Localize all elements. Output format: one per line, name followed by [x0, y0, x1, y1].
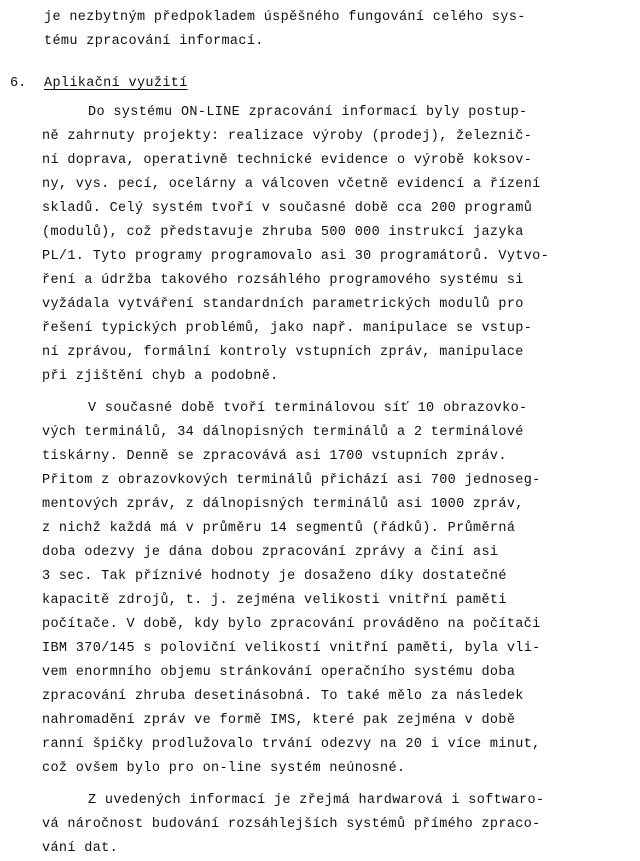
paragraph2-line-16: což ovšem bylo pro on-line systém neúnosné.	[42, 761, 406, 776]
paragraph2-line-15: ranní špičky prodlužovalo trvání odezvy na 20 i více minut,	[42, 737, 541, 752]
paragraph2-line-14: nahromadění zpráv ve formě IMS, které pak zejména v době	[42, 713, 516, 728]
paragraph2-line-4: Přitom z obrazovkových terminálů přichází asi 700 jednoseg-	[42, 473, 541, 488]
paragraph1-line-3: ní doprava, operativně technické evidence o výrobě koksov-	[42, 153, 533, 168]
paragraph1-line-7: PL/1. Tyto programy programovalo asi 30 programátorů. Vytvo-	[42, 249, 550, 264]
paragraph2-line-9: kapacitě zdrojů, t. j. zejména velikosti vnitřní paměti	[42, 593, 507, 608]
paragraph2-line-8: 3 sec. Tak příznivé hodnoty je dosaženo díky dostatečné	[42, 569, 507, 584]
paragraph2-line-1: V současné době tvoří terminálovou síť 10 obrazovko-	[88, 401, 528, 416]
paragraph2-line-13: zpracování zhruba desetinásobná. To také mělo za následek	[42, 689, 524, 704]
paragraph2-line-10: počítače. V době, kdy bylo zpracování prováděno na počítači	[42, 617, 541, 632]
paragraph1-line-5: skladů. Celý systém tvoří v současné době cca 200 programů	[42, 201, 533, 216]
paragraph1-line-11: ní zprávou, formální kontroly vstupních zpráv, manipulace	[42, 345, 524, 360]
paragraph2-line-11: IBM 370/145 s poloviční velikostí vnitřní paměti, byla vli-	[42, 641, 541, 656]
paragraph2-line-5: mentových zpráv, z dálnopisných terminálů asi 1000 zpráv,	[42, 497, 524, 512]
paragraph1-line-4: ny, vys. pecí, ocelárny a válcoven včetně evidencí a řízení	[42, 177, 541, 192]
paragraph2-line-6: z nichž každá má v průměru 14 segmentů (řádků). Průměrná	[42, 521, 516, 536]
intro-line-1: je nezbytným předpokladem úspěšného fungování celého sys-	[44, 10, 526, 25]
paragraph2-line-3: tiskárny. Denně se zpracovává asi 1700 vstupních zpráv.	[42, 449, 507, 464]
paragraph1-line-9: vyžádala vytváření standardních parametrických modulů pro	[42, 297, 524, 312]
intro-line-2: tému zpracování informací.	[44, 34, 264, 49]
paragraph1-line-8: ření a údržba takového rozsáhlého programového systému si	[42, 273, 524, 288]
paragraph3-line-3: vání dat.	[42, 841, 119, 856]
paragraph1-line-10: řešení typických problémů, jako např. manipulace se vstup-	[42, 321, 533, 336]
paragraph1-line-1: Do systému ON-LINE zpracování informací byly postup-	[88, 105, 528, 120]
paragraph2-line-2: vých terminálů, 34 dálnopisných terminálů a 2 terminálové	[42, 425, 524, 440]
paragraph1-line-12: při zjištění chyb a podobně.	[42, 369, 279, 384]
paragraph1-line-2: ně zahrnuty projekty: realizace výroby (prodej), železnič-	[42, 129, 533, 144]
paragraph2-line-7: doba odezvy je dána dobou zpracování zprávy a činí asi	[42, 545, 499, 560]
section-title: Aplikační využití	[44, 76, 188, 91]
paragraph1-line-6: (modulů), což představuje zhruba 500 000 instrukcí jazyka	[42, 225, 524, 240]
paragraph2-line-12: vem enormního objemu stránkování operačního systému doba	[42, 665, 516, 680]
paragraph3-line-2: vá náročnost budování rozsáhlejších systémů přímého zpraco-	[42, 817, 541, 832]
paragraph3-line-1: Z uvedených informací je zřejmá hardwarová i softwaro-	[88, 793, 545, 808]
section-number: 6.	[10, 76, 27, 91]
